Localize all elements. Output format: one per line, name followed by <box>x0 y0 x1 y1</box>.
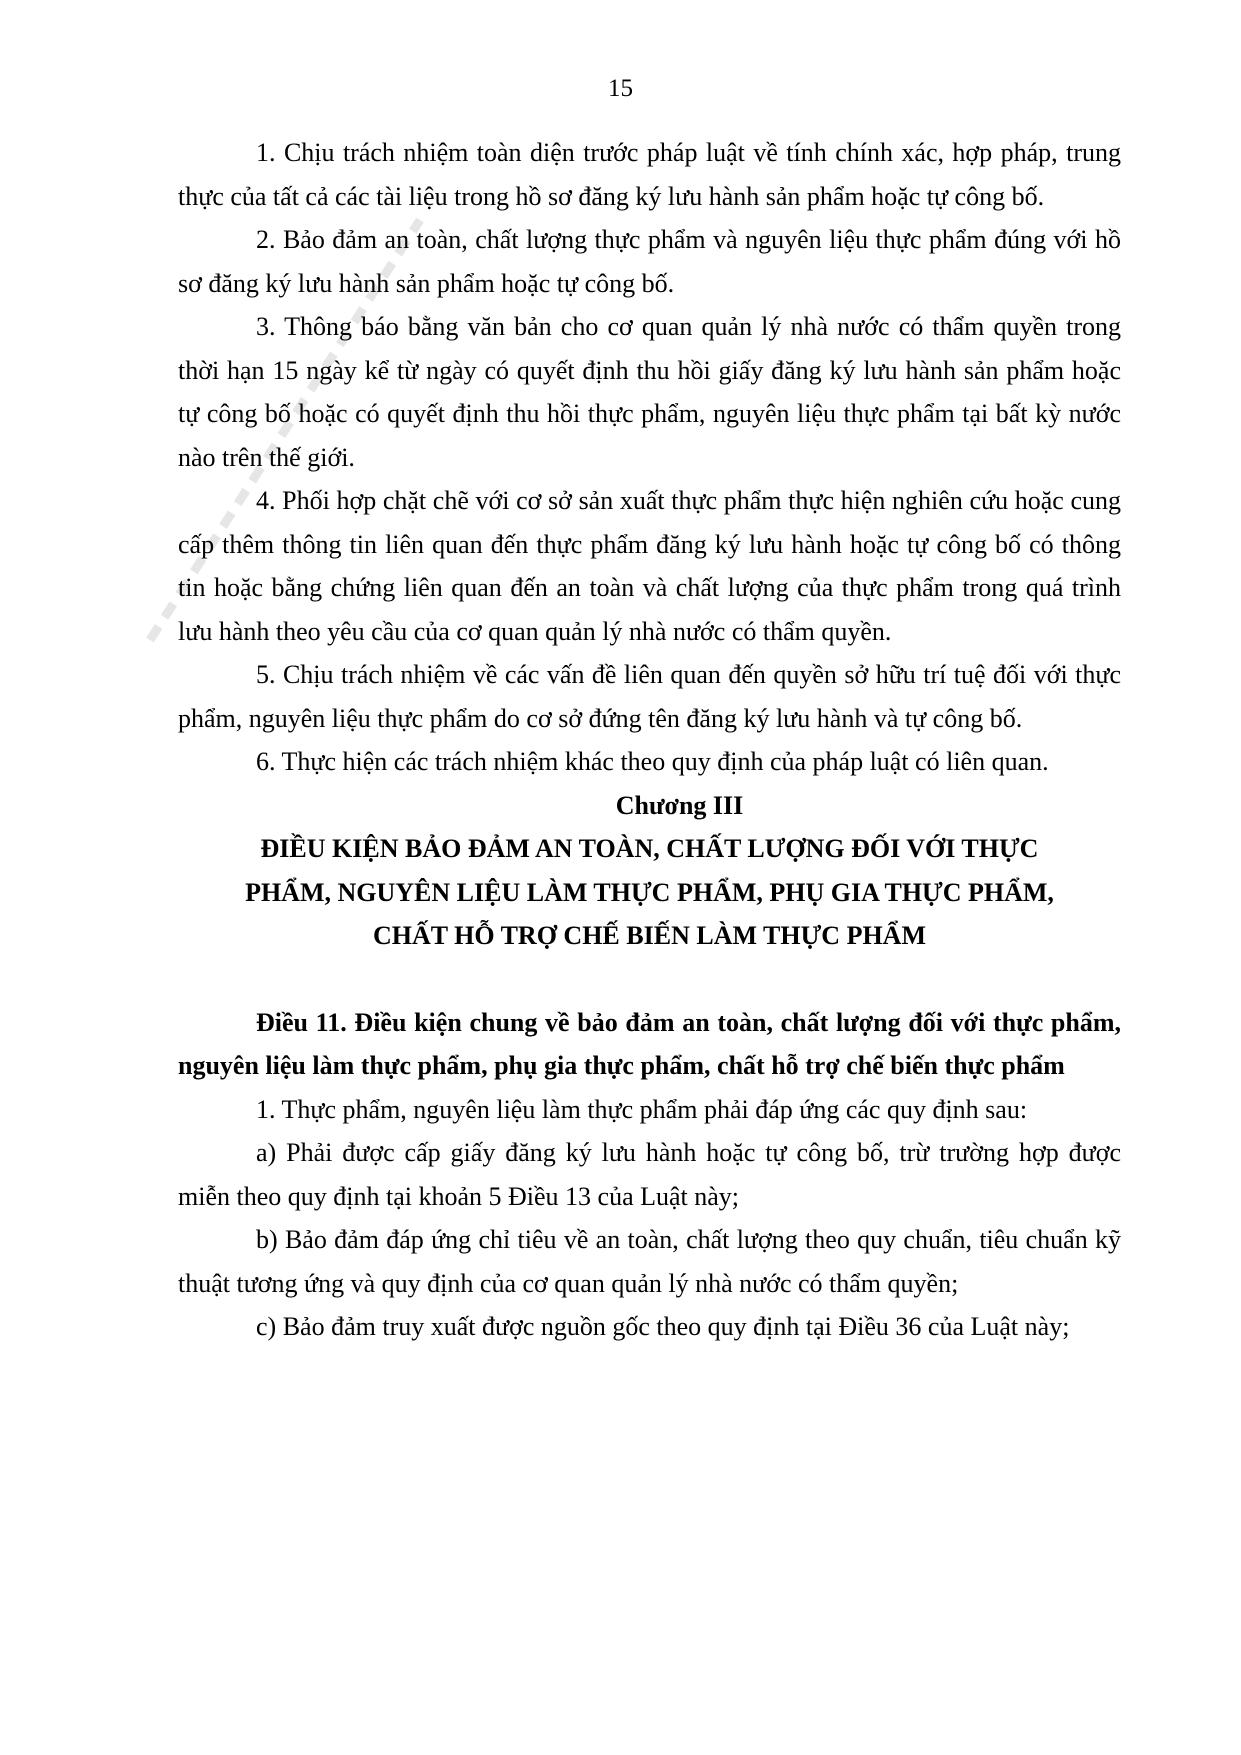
clause-2: 2. Bảo đảm an toàn, chất lượng thực phẩm và nguyên liệu thực phẩm đúng với hồ sơ đăng ký lưu hành sản phẩm hoặc tự công bố. <box>178 225 1121 298</box>
clause-3: 3. Thông báo bằng văn bản cho cơ quan quản lý nhà nước có thẩm quyền trong thời hạn 15 ngày kể từ ngày có quyết định thu hồi giấy đăng ký lưu hành sản phẩm hoặc tự công bố hoặc có quyết định thu hồi thực phẩm, nguyên liệu thực phẩm tại bất kỳ nước nào trên thế giới. <box>178 312 1121 472</box>
chapter-title-line-2: PHẨM, NGUYÊN LIỆU LÀM THỰC PHẨM, PHỤ GIA THỰC PHẨM, <box>245 877 1054 907</box>
chapter-title-line-1: ĐIỀU KIỆN BẢO ĐẢM AN TOÀN, CHẤT LƯỢNG ĐỐI VỚI THỰC <box>260 834 1039 863</box>
clause-1: 1. Chịu trách nhiệm toàn diện trước pháp luật về tính chính xác, hợp pháp, trung thực của tất cả các tài liệu trong hồ sơ đăng ký lưu hành sản phẩm hoặc tự công bố. <box>178 138 1121 211</box>
article-point-a: a) Phải được cấp giấy đăng ký lưu hành hoặc tự công bố, trừ trường hợp được miễn theo quy định tại khoản 5 Điều 13 của Luật này; <box>178 1138 1121 1211</box>
page-number: 15 <box>608 75 633 102</box>
chapter-label: Chương III <box>615 790 744 820</box>
article-clause-1: 1. Thực phẩm, nguyên liệu làm thực phẩm phải đáp ứng các quy định sau: <box>256 1094 1028 1124</box>
article-point-b: b) Bảo đảm đáp ứng chỉ tiêu về an toàn, chất lượng theo quy chuẩn, tiêu chuẩn kỹ thuật tương ứng và quy định của cơ quan quản lý nhà nước có thẩm quyền; <box>178 1225 1121 1298</box>
document-body <box>178 131 1121 1349</box>
article-point-c: c) Bảo đảm truy xuất được nguồn gốc theo quy định tại Điều 36 của Luật này; <box>256 1312 1070 1341</box>
clause-5: 5. Chịu trách nhiệm về các vấn đề liên quan đến quyền sở hữu trí tuệ đối với thực phẩm, nguyên liệu thực phẩm do cơ sở đứng tên đăng ký lưu hành và tự công bố. <box>178 660 1121 733</box>
clause-4: 4. Phối hợp chặt chẽ với cơ sở sản xuất thực phẩm thực hiện nghiên cứu hoặc cung cấp thêm thông tin liên quan đến thực phẩm đăng ký lưu hành hoặc tự công bố có thông tin hoặc bằng chứng liên quan đến an toàn và chất lượng của thực phẩm trong quá trình lưu hành theo yêu cầu của cơ quan quản lý nhà nước có thẩm quyền. <box>178 486 1121 646</box>
article-title: Điều 11. Điều kiện chung về bảo đảm an toàn, chất lượng đối với thực phẩm, nguyên liệu làm thực phẩm, phụ gia thực phẩm, chất hỗ trợ chế biến thực phẩm <box>178 1007 1121 1080</box>
clause-6: 6. Thực hiện các trách nhiệm khác theo quy định của pháp luật có liên quan. <box>256 747 1049 776</box>
chapter-title-line-3: CHẤT HỖ TRỢ CHẾ BIẾN LÀM THỰC PHẨM <box>372 921 927 950</box>
